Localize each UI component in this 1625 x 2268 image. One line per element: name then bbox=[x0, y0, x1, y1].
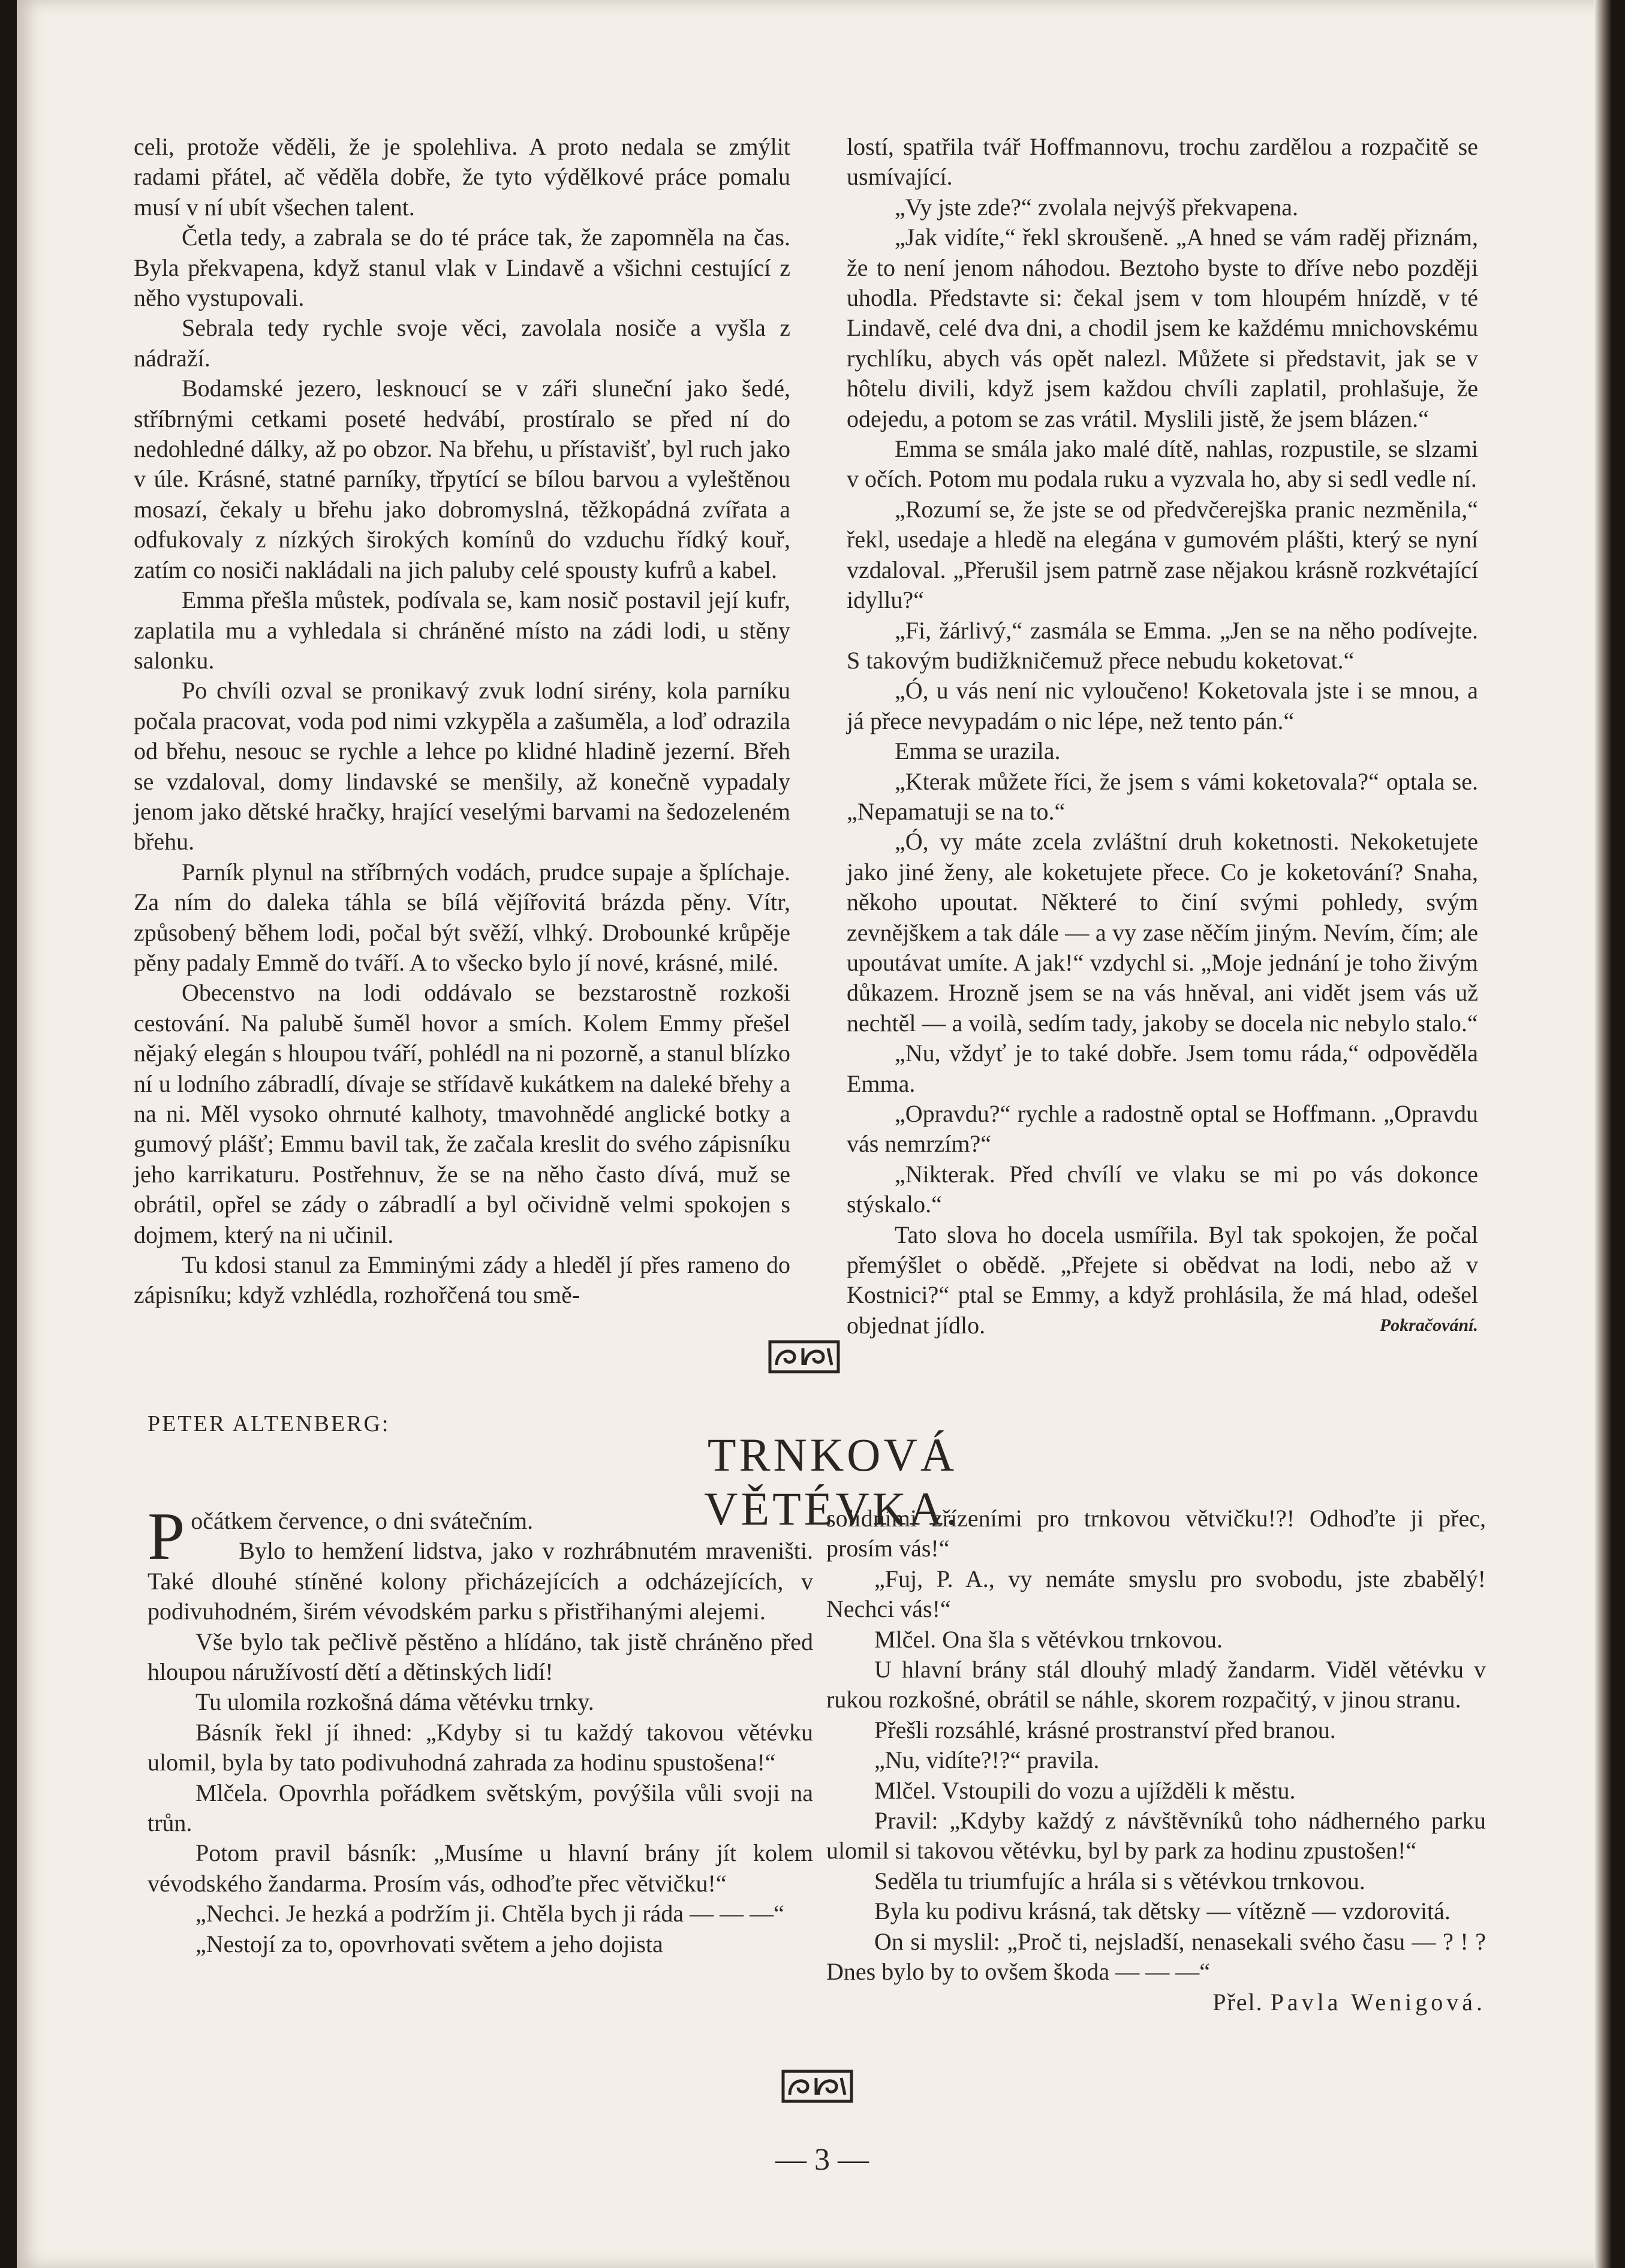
story1-left-paragraph: Emma přešla můstek, podívala se, kam nosič postavil její kufr, zaplatila mu a vyhledala si chráněné místo na zádi lodi, u stěny salonku. bbox=[134, 586, 790, 674]
story1-right-paragraph: „Ó, vy máte zcela zvláštní druh koketnosti. Nekoketujete jako jiné ženy, ale koketujete přece. Co je koketování? Snaha, někoho upoutat. Některé to činí svými pohledy, svým zevnějškem a tak dále — a vy zase něčím jiným. Nevím, čím; ale upoutávat umíte. A jak!“ vzdychl si. „Moje jednání je toho živým důkazem. Hrozně jsem se na vás hněval, ani vidět jsem vás už nechtěl — a voilà, sedím tady, jakoby se docela nic nebylo stalo.“ bbox=[847, 828, 1478, 1037]
translator-credit bbox=[826, 1987, 1486, 2017]
story1-column-right bbox=[847, 132, 1478, 1341]
story2-title: TRNKOVÁ VĚTÉVKA. bbox=[704, 1429, 961, 1535]
story1-right-paragraph: „Jak vidíte,“ řekl skroušeně. „A hned se vám raděj přiznám, že to není jenom náhodou. Beztoho byste to dříve nebo později uhodla. Představte si: čekal jsem v tom hloupém hnízdě, v té Lindavě, celé dva dni, a chodil jsem ke každému mnichovskému rychlíku, abych vás opět nalezl. Můžete si představit, jak se v hôtelu divili, když jsem každou chvíli zaplatil, prohlašuje, že odejedu, a potom se zas vrátil. Myslili jistě, že jsem blázen.“ bbox=[847, 224, 1478, 432]
section-divider-ornament-icon bbox=[768, 1340, 840, 1374]
story1-left-paragraph: Četla tedy, a zabrala se do té práce tak, že zapomněla na čas. Byla překvapena, když stanul vlak v Lindavě a všichni cestující z něho vystupovali. bbox=[134, 224, 790, 312]
story2-right-paragraph: Přešli rozsáhlé, krásné prostranství před branou. bbox=[874, 1716, 1336, 1743]
page-number: — 3 — bbox=[775, 2143, 869, 2177]
story2-right-paragraphs bbox=[826, 1504, 1486, 1987]
story1-left-paragraph: Po chvíli ozval se pronikavý zvuk lodní sirény, kola parníku počala pracovat, voda pod nimi vzkypěla a zašuměla, a loď odrazila od břehu, nesouc se rychle a lehce po klidné hladině jezerní. Břeh se vzdaloval, domy lindavské se menšily, až konečně vypadaly jenom jako dětské hračky, hrající veselými barvami na šedozeleném břehu. bbox=[134, 677, 790, 856]
story1-right-paragraph: „Nu, vždyť je to také dobře. Jsem tomu ráda,“ odpověděla Emma. bbox=[847, 1040, 1478, 1097]
story1-right-paragraph: „Opravdu?“ rychle a radostně optal se Hoffmann. „Opravdu vás nemrzím?“ bbox=[847, 1100, 1478, 1158]
story1-right-paragraph: Tato slova ho docela usmířila. Byl tak spokojen, že počal přemýšlet o obědě. „Přejete si obědvat na lodi, nebo až v Kostnici?“ ptal se Emmy, a když prohlásila, že má hlad, odešel objednat jídlo. Pokračování. bbox=[847, 1220, 1478, 1341]
story2-first-line: očátkem července, o dni svátečním. bbox=[191, 1507, 534, 1534]
story2-left-paragraph: „Nechci. Je hezká a podržím ji. Chtěla bych ji ráda — — —“ bbox=[195, 1900, 784, 1927]
story2-right-paragraph: Seděla tu triumfujíc a hrála si s větévkou trnkovou. bbox=[874, 1867, 1365, 1894]
story2-left-paragraph: Mlčela. Opovrhla pořádkem světským, povýšila vůli svoji na trůn. bbox=[148, 1779, 813, 1837]
story2-right-paragraph: Byla ku podivu krásná, tak dětsky — vítězně — vzdorovitá. bbox=[874, 1897, 1451, 1925]
story1-right-paragraph: „Rozumí se, že jste se od předvčerejška pranic nezměnila,“ řekl, usedaje a hledě na elegána v gumovém plášti, který se nyní vzdaloval. „Přerušil jsem patrně zase nějakou krásně rozkvétající idyllu?“ bbox=[847, 495, 1478, 614]
magazine-page bbox=[17, 0, 1612, 2268]
story1-left-paragraph: Obecenstvo na lodi oddávalo se bezstarostně rozkoši cestování. Na palubě šuměl hovor a smích. Kolem Emmy přešel nějaký elegán s hloupou tváří, pohlédl na ni pozorně, a stanul blízko ní u lodního zábradlí, dívaje se střídavě kukátkem na daleké břehy a na ni. Měl vysoko ohrnuté kalhoty, tmavohnědé anglické botky a gumový plášť; Emmu bavil tak, že začala kreslit do svého zápisníku jeho karrikaturu. Postřehnuv, že se na něho často dívá, muž se obrátil, opřel se zády o zábradlí a byl očividně velmi spokojen s dojmem, který na ni učinil. bbox=[134, 979, 790, 1248]
story2-left-paragraphs bbox=[148, 1536, 813, 1959]
story1-right-paragraph: lostí, spatřila tvář Hoffmannovu, trochu zardělou a rozpačitě se usmívající. bbox=[847, 133, 1478, 191]
story1-left-paragraph: Sebrala tedy rychle svoje věci, zavolala nosiče a vyšla z nádraží. bbox=[134, 314, 790, 372]
story1-left-paragraph: Tu kdosi stanul za Emminými zády a hleděl jí přes rameno do zápisníku; když vzhlédla, rozhořčená tou smě- bbox=[134, 1251, 790, 1309]
story2-right-paragraph: „Fuj, P. A., vy nemáte smyslu pro svobodu, jste zbabělý! Nechci vás!“ bbox=[826, 1565, 1486, 1623]
story1-right-paragraph: „Fi, žárlivý,“ zasmála se Emma. „Jen se na něho podívejte. S takovým budižkničemuž přece nebudu koketovat.“ bbox=[847, 616, 1478, 674]
story1-left-paragraph: celi, protože věděli, že je spolehliva. A proto nedala se zmýlit radami přátel, ač věděla dobře, že tyto výdělkové práce pomalu musí v ní ubít všechen talent. bbox=[134, 133, 790, 221]
page-edge-shadow bbox=[1594, 0, 1612, 2268]
story2-column-left bbox=[148, 1499, 813, 1959]
translator-name: Pavla Wenigová. bbox=[1270, 1988, 1486, 2016]
story2-left-paragraph: Vše bylo tak pečlivě pěstěno a hlídáno, tak jistě chráněno před hloupou náružívostí dětí a dětinských lidí! bbox=[148, 1628, 813, 1686]
story1-column-left bbox=[134, 132, 790, 1311]
story2-right-paragraph: On si myslil: „Proč ti, nejsladší, nenasekali svého času — ? ! ? Dnes bylo by to ovšem škoda — — —“ bbox=[826, 1927, 1486, 1986]
story2-right-paragraph: Mlčel. Ona šla s větévkou trnkovou. bbox=[874, 1625, 1223, 1653]
story1-right-paragraph: Emma se smála jako malé dítě, nahlas, rozpustile, se slzami v očích. Potom mu podala ruku a vyzvala ho, aby si sedl vedle ní. bbox=[847, 435, 1478, 493]
end-ornament-icon bbox=[781, 2070, 853, 2103]
story2-right-paragraph: solidními zřízeními pro trnkovou větvičku!?! Odhoďte ji přec, prosím vás!“ bbox=[826, 1505, 1486, 1562]
story1-left-paragraph: Bodamské jezero, lesknoucí se v záři sluneční jako šedé, stříbrnými cetkami poseté hedvábí, prostíralo se před ní do nedohledné dálky, až po obzor. Na břehu, u přístavišť, byl ruch jako v úle. Krásné, statné parníky, třpytící se bílou barvou a vyleštěnou mosazí, čekaly u břehu jako dobromyslná, těžkopádná zvířata a odfukovaly z nízkých širokých komínů do vzduchu řídký kouř, zatím co nosiči nakládali na jich paluby celé spousty kufrů a kabel. bbox=[134, 375, 790, 583]
story2-right-paragraph: „Nu, vidíte?!?“ pravila. bbox=[874, 1746, 1100, 1774]
story1-right-paragraph: „Ó, u vás není nic vyloučeno! Koketovala jste i se mnou, a já přece nevypadám o nic lépe, než tento pán.“ bbox=[847, 677, 1478, 734]
story2-right-paragraph: U hlavní brány stál dlouhý mladý žandarm. Viděl větévku v rukou rozkošné, obrátil se náhle, skorem rozpačitý, v jinou stranu. bbox=[826, 1656, 1486, 1713]
story1-right-paragraph: Emma se urazila. bbox=[895, 737, 1061, 765]
story1-right-paragraph: „Nikterak. Před chvílí ve vlaku se mi po vás dokonce stýskalo.“ bbox=[847, 1160, 1478, 1218]
story1-right-paragraph: „Vy jste zde?“ zvolala nejvýš překvapena. bbox=[895, 193, 1299, 221]
story2-right-paragraph: Pravil: „Kdyby každý z návštěvníků toho nádherného parku ulomil si takovou větévku, byl by park za hodinu zpustošen!“ bbox=[826, 1807, 1486, 1865]
story2-left-paragraph: Potom pravil básník: „Musíme u hlavní brány jít kolem vévodského žandarma. Prosím vás, odhoďte přec větvičku!“ bbox=[148, 1839, 813, 1897]
story1-left-paragraph: Parník plynul na stříbrných vodách, prudce supaje a šplíchaje. Za ním do daleka táhla se bílá vějířovitá brázda pěny. Vítr, způsobený během lodi, počal být svěží, vlhký. Drobounké krůpěje pěny padaly Emmě do tváří. A to všecko bylo jí nové, krásné, milé. bbox=[134, 858, 790, 976]
story2-right-paragraph: Mlčel. Vstoupili do vozu a ujížděli k městu. bbox=[874, 1776, 1296, 1804]
translator-prefix: Přel. bbox=[1212, 1988, 1263, 2016]
story2-left-paragraph: „Nestojí za to, opovrhovati světem a jeho dojista bbox=[195, 1930, 663, 1957]
continued-label: Pokračování. bbox=[1379, 1315, 1478, 1335]
story2-column-right bbox=[826, 1504, 1486, 2017]
story2-left-paragraph: Bylo to hemžení lidstva, jako v rozhrábnutém mraveništi. Také dlouhé stíněné kolony přicházejících a odcházejících, v podivuhodném, širém vévodském parku s přistřihanými alejemi. bbox=[148, 1537, 813, 1625]
drop-cap: P bbox=[148, 1499, 185, 1574]
story2-left-paragraph: Básník řekl jí ihned: „Kdyby si tu každý takovou větévku ulomil, byla by tato podivuhodná zahrada za hodinu spustošena!“ bbox=[148, 1718, 813, 1776]
story2-left-paragraph: Tu ulomila rozkošná dáma větévku trnky. bbox=[195, 1688, 594, 1716]
story2-author: PETER ALTENBERG: bbox=[148, 1411, 390, 1436]
story1-right-paragraph: „Kterak můžete říci, že jsem s vámi koketovala?“ optala se. „Nepamatuji se na to.“ bbox=[847, 767, 1478, 825]
